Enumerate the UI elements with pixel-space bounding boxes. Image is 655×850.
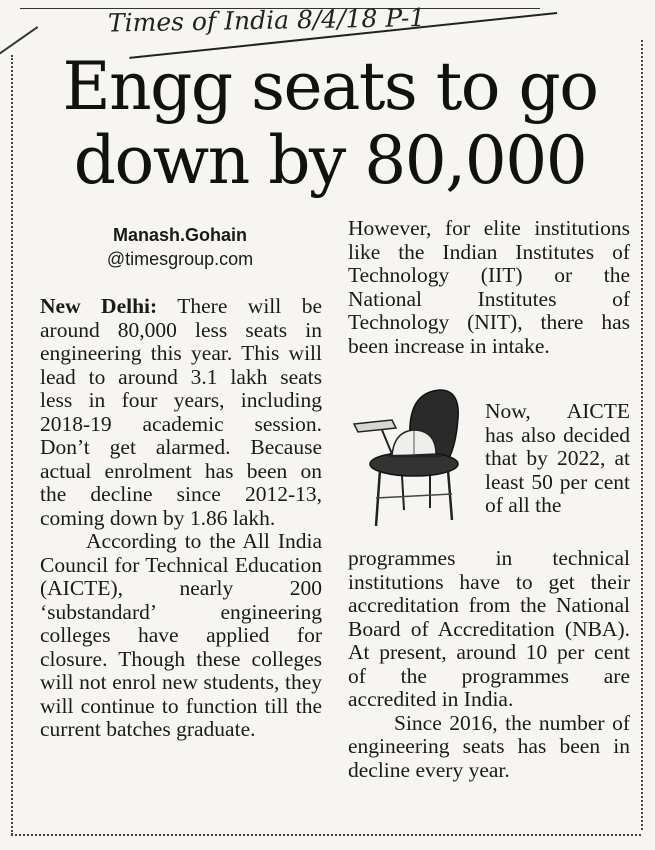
headline: Engg seats to go down by 80,000	[62, 48, 598, 199]
paragraph-1-text: There will be around 80,000 less seats in engineering this year. This will lead to around 3.1 lakh seats less in four years, including 2018-19 academic session. Don’t get alarmed. Because actual enrolment has been on the decline since 2012-13, coming down by 1.86 lakh.	[40, 294, 322, 530]
paragraph-4-start: Now, AICTE has also decided that by 2022, at least 50 per cent of all the	[485, 399, 630, 517]
clip-border-right	[641, 40, 643, 830]
handwritten-source-note	[108, 0, 629, 49]
byline-email: @timesgroup.com	[106, 249, 254, 269]
paragraph-1	[40, 295, 322, 530]
paragraph-5: Since 2016, the number of engineering seats has been in decline every year.	[348, 710, 630, 782]
dateline: New Delhi:	[40, 294, 158, 318]
clip-border-bottom	[11, 834, 641, 836]
article-column-right-bottom	[348, 547, 630, 782]
article-column-left	[40, 295, 322, 742]
paragraph-4-end: programmes in technical institutions have to get their accreditation from the National Board of Accreditation (NBA). At present, around 10 per cent of the programmes are accredited in India.	[348, 546, 630, 711]
article-column-right-wrap	[485, 400, 630, 518]
byline-name: Manash.Gohain	[112, 225, 247, 245]
paragraph-2: According to the All India Council for Technical Education (AICTE), nearly 200 ‘substandard’ engineering colleges have applied for closure. Though these colleges will not enrol new students, they will continue to function till the current batches graduate.	[40, 529, 322, 741]
article-column-right-top	[348, 217, 630, 358]
byline	[30, 223, 330, 271]
clip-border-left	[11, 55, 13, 835]
chair-with-helmet-icon	[352, 386, 472, 531]
paragraph-3: However, for elite institutions like the Indian Institutes of Technology (IIT) or the National Institutes of Technology (NIT), there has been increase in intake.	[348, 216, 630, 358]
handwritten-note-text: Times of India 8/4/18 P-1	[107, 3, 426, 38]
